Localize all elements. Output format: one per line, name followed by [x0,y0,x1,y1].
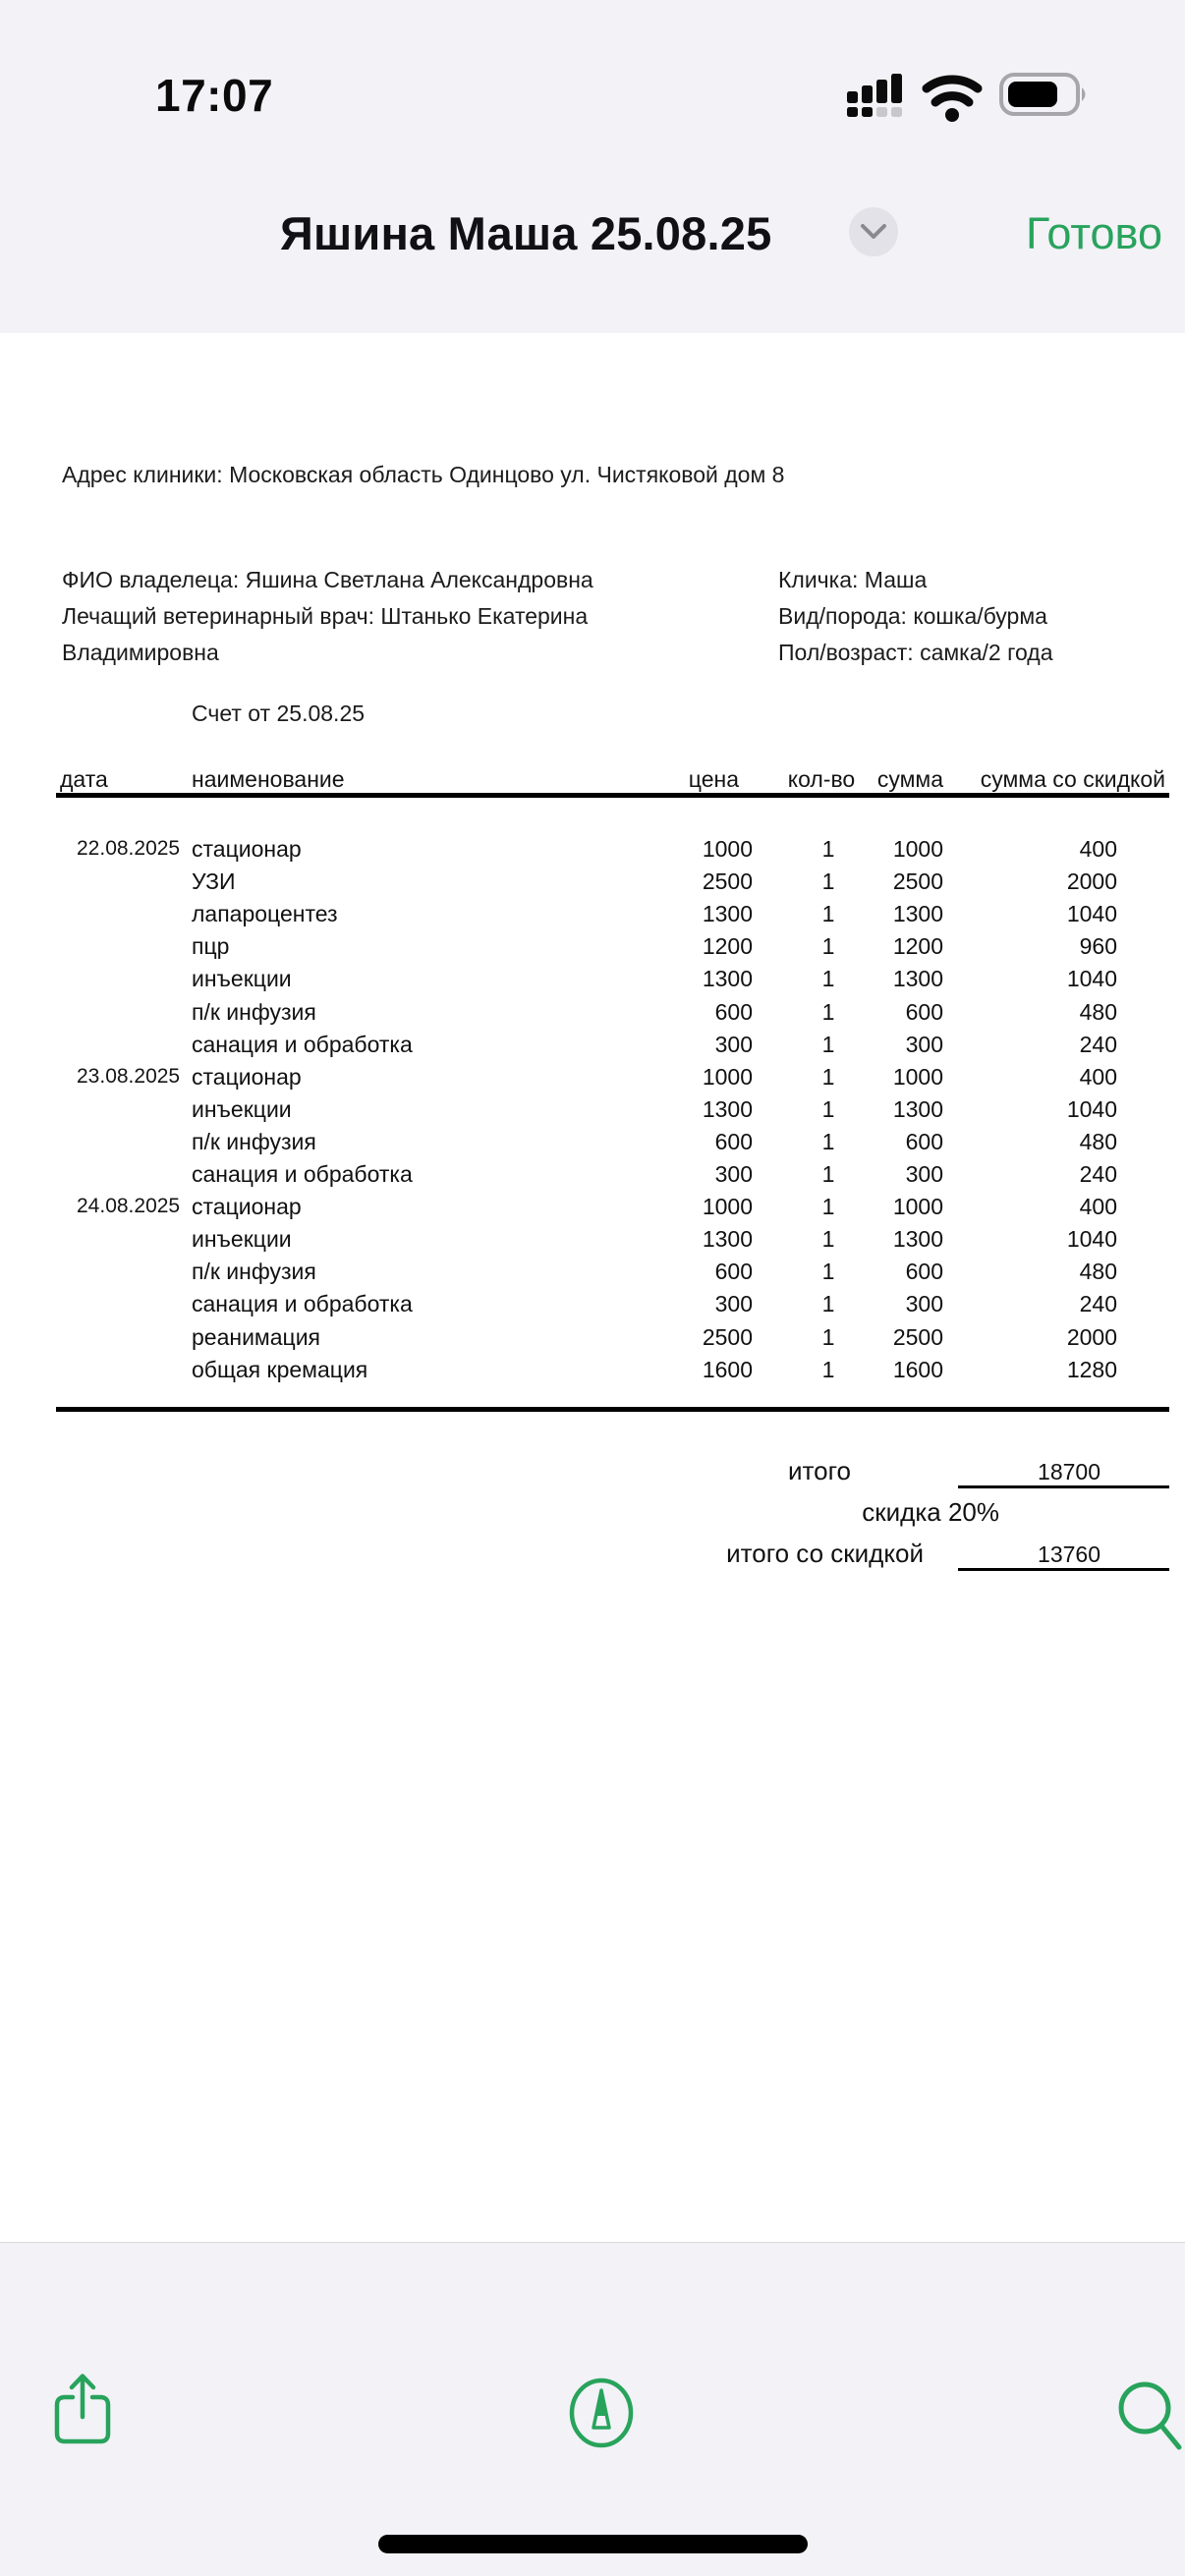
cell-price: 1200 [702,933,753,960]
cellular-signal-icon [847,74,902,117]
pet-sex-age: Пол/возраст: самка/2 года [778,640,1053,665]
table-top-rule [56,793,1169,798]
invoice-row [0,1222,1185,1256]
cell-sum: 300 [905,1291,943,1317]
cell-qty: 1 [821,1356,835,1382]
cell-qty: 1 [821,836,835,862]
cell-name: пцр [192,933,230,960]
cell-name: санация и обработка [192,1291,413,1317]
cell-qty: 1 [821,1323,835,1350]
share-icon [52,2372,113,2446]
battery-icon [1001,75,1086,114]
draw-annotate-button[interactable] [564,2377,639,2452]
invoice-row [0,1028,1185,1061]
owner-name: ФИО владелеца: Яшина Светлана Александровна [62,567,593,592]
cell-disc: 400 [1079,1063,1117,1090]
col-header-name: наименование [192,766,345,792]
cell-disc: 240 [1079,1161,1117,1187]
cell-sum: 1300 [892,1095,943,1122]
cell-price: 1300 [702,901,753,927]
cell-sum: 1300 [892,901,943,927]
table-bottom-rule [56,1407,1169,1412]
chevron-down-icon [861,224,886,240]
cell-name: инъекции [192,1095,292,1122]
document-page [0,333,1185,2242]
cell-qty: 1 [821,1161,835,1187]
cell-sum: 1000 [892,836,943,862]
total-underline [958,1485,1169,1488]
cell-disc: 1040 [1066,901,1117,927]
cell-qty: 1 [821,1031,835,1057]
discount-label: скидка 20% [862,1497,999,1527]
draw-annotate-icon [564,2377,639,2449]
cell-date: 24.08.2025 [77,1195,181,1218]
invoice-row [0,1157,1185,1191]
cell-price: 600 [714,1128,753,1154]
cell-name: инъекции [192,1226,292,1253]
cell-name: п/к инфузия [192,1128,316,1154]
cell-sum: 1200 [892,933,943,960]
search-button[interactable] [1114,2379,1185,2456]
invoice-title: Счет от 25.08.25 [192,700,366,726]
invoice-row [0,1287,1185,1320]
cell-qty: 1 [821,1259,835,1285]
cell-disc: 2000 [1066,868,1117,895]
cell-price: 300 [714,1291,753,1317]
cell-price: 1300 [702,1226,753,1253]
cell-name: санация и обработка [192,1161,413,1187]
cell-disc: 1040 [1066,966,1117,992]
col-header-qty: кол-во [787,766,856,792]
total-discounted-underline [958,1568,1169,1571]
cell-sum: 1300 [892,1226,943,1253]
cell-sum: 600 [905,1128,943,1154]
total-discounted-label: итого со скидкой [726,1539,924,1568]
cell-sum: 2500 [892,1323,943,1350]
cell-disc: 480 [1079,1128,1117,1154]
cell-date: 23.08.2025 [77,1064,181,1088]
invoice-row [0,832,1185,866]
cell-name: инъекции [192,966,292,992]
status-time: 17:07 [155,70,274,121]
cell-sum: 1000 [892,1194,943,1220]
cell-qty: 1 [821,868,835,895]
col-header-sum: сумма [876,766,943,792]
cell-name: санация и обработка [192,1031,413,1057]
invoice-row [0,1255,1185,1288]
cell-name: стационар [192,836,302,862]
cell-name: УЗИ [192,868,236,895]
cell-price: 300 [714,1161,753,1187]
cell-disc: 1040 [1066,1226,1117,1253]
cell-name: лапароцентез [192,901,338,927]
total-value: 18700 [1038,1459,1100,1484]
cell-disc: 960 [1079,933,1117,960]
cell-qty: 1 [821,998,835,1025]
invoice-row [0,1060,1185,1093]
wifi-dot [945,108,959,122]
col-header-date: дата [60,766,108,792]
search-icon [1114,2379,1185,2453]
cell-name: общая кремация [192,1356,368,1382]
cell-sum: 1600 [892,1356,943,1382]
invoice-row [0,1320,1185,1354]
invoice-row [0,1190,1185,1223]
total-discounted-value: 13760 [1038,1541,1100,1567]
clinic-address: Адрес клиники: Московская область Одинцово ул. Чистяковой дом 8 [62,462,785,487]
invoice-row [0,995,1185,1029]
invoice-row [0,1125,1185,1158]
cell-price: 2500 [702,868,753,895]
cell-price: 300 [714,1031,753,1057]
vet-name-line1: Лечащий ветеринарный врач: Штанько Екатерина [62,603,589,629]
cell-disc: 400 [1079,836,1117,862]
cell-price: 1300 [702,1095,753,1122]
cell-disc: 240 [1079,1031,1117,1057]
col-header-price: цена [688,766,739,792]
cell-name: реанимация [192,1323,321,1350]
cell-sum: 1300 [892,966,943,992]
cell-date: 22.08.2025 [77,837,181,860]
cell-qty: 1 [821,933,835,960]
done-button[interactable]: Готово [1026,208,1162,258]
total-label: итого [788,1456,851,1485]
pet-name: Кличка: Маша [778,567,928,592]
cell-sum: 300 [905,1031,943,1057]
cell-qty: 1 [821,1063,835,1090]
cell-price: 1000 [702,836,753,862]
document-title: Яшина Маша 25.08.25 [280,207,772,259]
cell-sum: 600 [905,1259,943,1285]
cell-name: стационар [192,1194,302,1220]
home-indicator[interactable] [378,2535,808,2553]
cell-qty: 1 [821,1194,835,1220]
cell-sum: 2500 [892,868,943,895]
cell-price: 2500 [702,1323,753,1350]
cell-disc: 1040 [1066,1095,1117,1122]
cell-sum: 300 [905,1161,943,1187]
invoice-row [0,929,1185,963]
cell-qty: 1 [821,1226,835,1253]
cell-sum: 600 [905,998,943,1025]
cell-disc: 400 [1079,1194,1117,1220]
vet-name-line2: Владимировна [62,640,219,665]
cell-price: 1600 [702,1356,753,1382]
status-icons [841,63,1097,126]
cell-price: 1000 [702,1194,753,1220]
cell-name: п/к инфузия [192,998,316,1025]
invoice-row [0,1353,1185,1386]
top-chrome [0,0,1185,333]
pet-breed: Вид/порода: кошка/бурма [778,603,1047,629]
cell-name: п/к инфузия [192,1259,316,1285]
cell-disc: 240 [1079,1291,1117,1317]
invoice-row [0,1092,1185,1126]
share-button[interactable] [52,2372,113,2449]
cell-sum: 1000 [892,1063,943,1090]
cell-disc: 480 [1079,998,1117,1025]
cell-qty: 1 [821,966,835,992]
cell-qty: 1 [821,901,835,927]
cell-disc: 1280 [1066,1356,1117,1382]
col-header-sum-discounted: сумма со скидкой [980,766,1165,792]
cell-qty: 1 [821,1095,835,1122]
cell-disc: 2000 [1066,1323,1117,1350]
cell-qty: 1 [821,1291,835,1317]
cell-name: стационар [192,1063,302,1090]
wifi-icon [927,80,978,102]
bottom-toolbar [0,2242,1185,2576]
invoice-row [0,962,1185,995]
cell-price: 1300 [702,966,753,992]
cell-disc: 480 [1079,1259,1117,1285]
cell-price: 1000 [702,1063,753,1090]
invoice-row [0,897,1185,930]
title-menu-button[interactable] [849,207,898,256]
cell-price: 600 [714,998,753,1025]
cell-price: 600 [714,1259,753,1285]
invoice-row [0,865,1185,898]
cell-qty: 1 [821,1128,835,1154]
